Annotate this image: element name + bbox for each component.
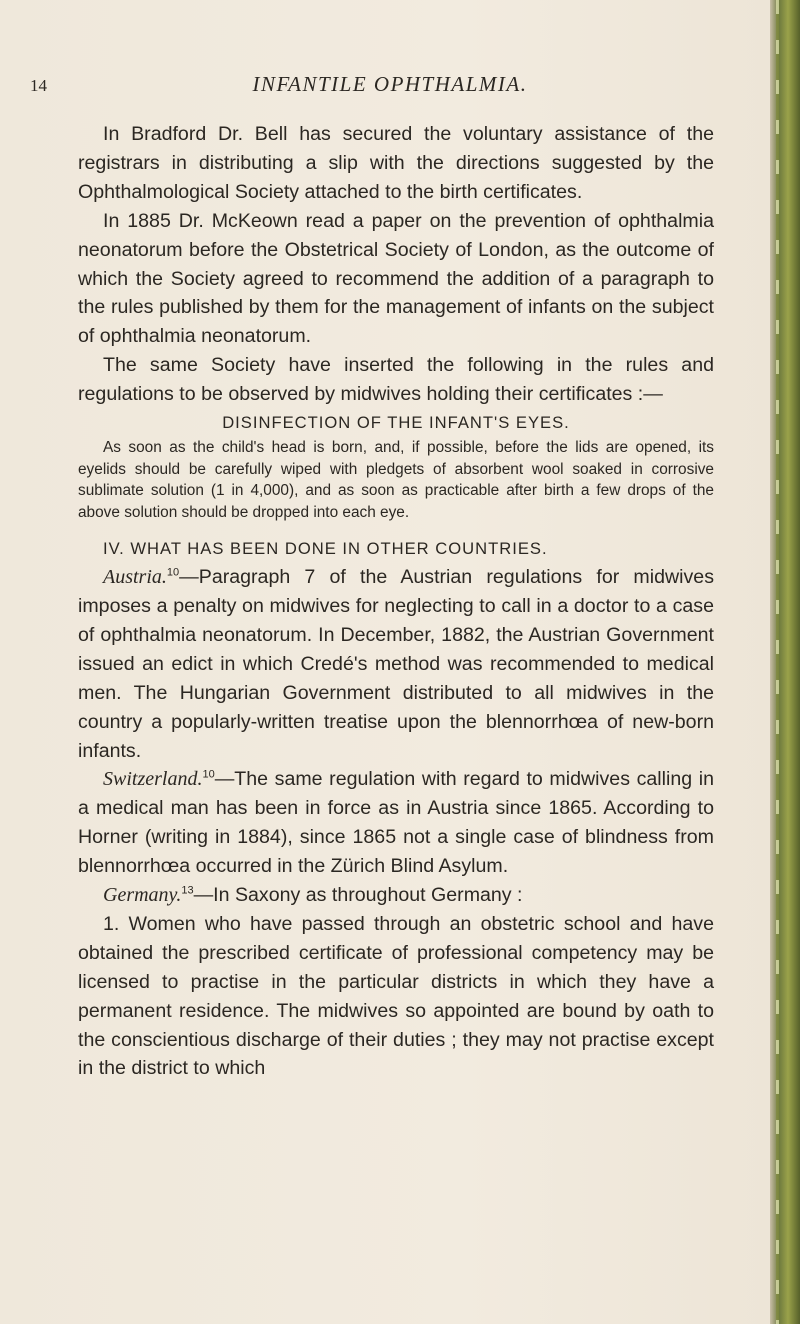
disinfection-heading: DISINFECTION OF THE INFANT'S EYES. bbox=[222, 413, 570, 433]
switzerland-lead: Switzerland. bbox=[103, 768, 203, 791]
body-text bbox=[78, 120, 714, 1083]
disinfection-instructions: As soon as the child's head is born, and, if possible, before the lids are opened, its eyelids should be carefully wiped with pledgets of absorbent wool soaked in corrosive sublimate solution (1 in 4,000), and as soon as practicable after birth a few drops of the above solution should be dropped into each eye. bbox=[78, 439, 714, 521]
germany-lead: Germany. bbox=[103, 884, 182, 907]
paragraph-item-1: 1. Women who have passed through an obstetric school and have obtained the prescribed certificate of professional competency may be licensed to practise in the particular districts in which they have a permanent residence. The midwives so appointed are bound by oath to the conscientious discharge of their duties ; they may not practise except in the district to which bbox=[78, 912, 714, 1080]
germany-ref: 13 bbox=[181, 884, 194, 897]
switzerland-text: —The same regulation with regard to midwives calling in a medical man has been in force as in Austria since 1865. According to Horner (writing in 1884), since 1865 not a single case of blindness from blennorrhœa occurred in the Zürich Blind Asylum. bbox=[78, 768, 714, 878]
austria-lead: Austria. bbox=[103, 566, 167, 589]
paragraph-bradford: In Bradford Dr. Bell has secured the voluntary assistance of the registrars in distributing a slip with the directions suggested by the Ophthalmological Society attached to the birth certificates. bbox=[78, 123, 714, 203]
paragraph-austria bbox=[78, 563, 714, 765]
paragraph-rules: The same Society have inserted the following in the rules and regulations to be observed by midwives holding their certificates :— bbox=[78, 354, 714, 406]
running-head bbox=[30, 66, 750, 100]
germany-text: —In Saxony as throughout Germany : bbox=[193, 884, 523, 907]
austria-text: —Paragraph 7 of the Austrian regulations for midwives imposes a penalty on midwives for neglecting to call in a doctor to a case of ophthalmia neonatorum. In December, 1882, the Austrian Government issued an edict in which Credé's method was recommended to medical men. The Hungarian Government distributed to all midwives in the country a popularly-written treatise upon the blennorrhœa of new-born infants. bbox=[78, 566, 714, 762]
paragraph-germany bbox=[78, 881, 714, 910]
paragraph-switzerland bbox=[78, 765, 714, 881]
switzerland-ref: 10 bbox=[202, 768, 215, 781]
paragraph-mckeown: In 1885 Dr. McKeown read a paper on the prevention of ophthalmia neonatorum before the Obstetrical Society of London, as the outcome of which the Society agreed to recommend the addition of a paragraph to the rules published by them for the management of infants on the subject of ophthalmia neonatorum. bbox=[78, 209, 714, 348]
austria-ref: 10 bbox=[166, 566, 180, 579]
running-title: INFANTILE OPHTHALMIA. bbox=[252, 72, 528, 96]
section-heading: IV. WHAT HAS BEEN DONE IN OTHER COUNTRIES. bbox=[103, 539, 548, 559]
page-number: 14 bbox=[30, 76, 47, 95]
page-edge bbox=[770, 0, 800, 1324]
